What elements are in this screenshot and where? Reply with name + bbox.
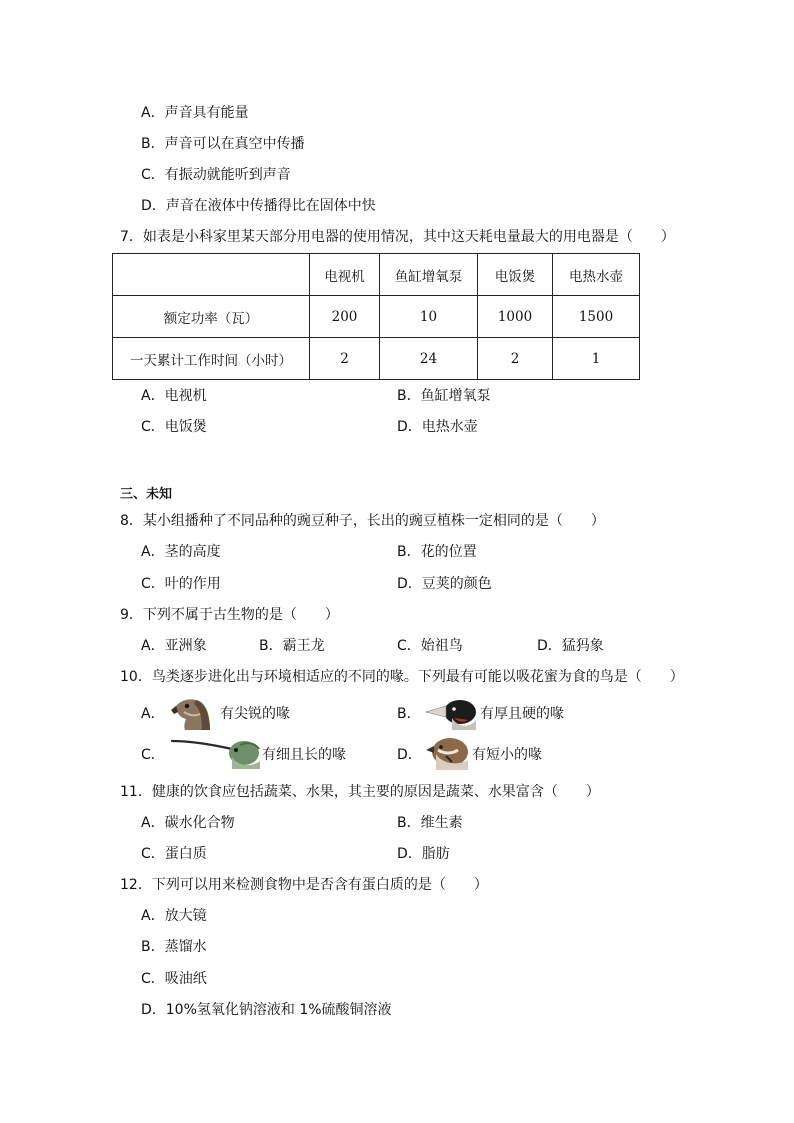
q6-option-b: B．声音可以在真空中传播 — [141, 136, 305, 152]
section-title: 三、未知 — [120, 487, 173, 502]
q10-option-d-text: 有短小的喙 — [472, 747, 542, 763]
table-cell: 2 — [478, 338, 553, 380]
row-label: 一天累计工作时间（小时） — [113, 338, 310, 380]
q6-option-c: C．有振动就能听到声音 — [141, 167, 291, 183]
q9-option-c: C．始祖鸟 — [397, 638, 463, 654]
q11-option-d: D．脂肪 — [397, 846, 450, 862]
q10-option-c-letter: C． — [141, 747, 165, 763]
q11-option-c: C．蛋白质 — [141, 846, 207, 862]
appliance-usage-table — [112, 253, 640, 380]
hummingbird-head-icon — [170, 735, 262, 769]
q9-option-d: D．猛犸象 — [537, 638, 604, 654]
q9-option-b: B．霸王龙 — [259, 638, 325, 654]
q12-option-d: D．10%氢氧化钠溶液和 1%硫酸铜溶液 — [141, 1002, 392, 1018]
q9-stem: 9．下列不属于古生物的是（ ） — [120, 607, 339, 623]
q12-option-b: B．蒸馏水 — [141, 939, 207, 955]
q8-option-b: B．花的位置 — [397, 544, 477, 560]
table-header-cell: 电热水壶 — [553, 254, 640, 296]
q10-option-b-text: 有厚且硬的喙 — [480, 706, 564, 722]
q12-option-c: C．吸油纸 — [141, 971, 207, 987]
q6-option-d: D．声音在液体中传播得比在固体中快 — [141, 198, 376, 214]
q8-option-d: D．豆荚的颜色 — [397, 576, 492, 592]
hawk-head-icon — [170, 694, 218, 730]
q10-option-a-text: 有尖锐的喙 — [220, 706, 290, 722]
q12-stem: 12．下列可以用来检测食物中是否含有蛋白质的是（ ） — [120, 877, 488, 893]
sparrow-head-icon — [422, 736, 472, 770]
q8-option-c: C．叶的作用 — [141, 576, 221, 592]
q10-option-a-letter: A． — [141, 706, 165, 722]
table-cell: 200 — [310, 296, 380, 338]
table-cell: 1 — [553, 338, 640, 380]
q6-option-a: A．声音具有能量 — [141, 105, 249, 121]
q8-stem: 8．某小组播种了不同品种的豌豆种子，长出的豌豆植株一定相同的是（ ） — [120, 513, 605, 529]
q7-option-a: A．电视机 — [141, 388, 207, 404]
table-row — [113, 338, 640, 380]
table-cell: 1000 — [478, 296, 553, 338]
table-header-cell: 鱼缸增氧泵 — [380, 254, 478, 296]
table-header-cell — [113, 254, 310, 296]
q11-option-b: B．维生素 — [397, 815, 463, 831]
q8-option-a: A．茎的高度 — [141, 544, 221, 560]
table-row — [113, 296, 640, 338]
q9-option-a: A．亚洲象 — [141, 638, 207, 654]
q7-option-c: C．电饭煲 — [141, 419, 207, 435]
q7-stem: 7．如表是小科家里某天部分用电器的使用情况，其中这天耗电量最大的用电器是（ ） — [120, 229, 675, 245]
q10-option-c-text: 有细且长的喙 — [262, 747, 346, 763]
grosbeak-head-icon — [422, 698, 478, 730]
q10-option-b-letter: B． — [397, 706, 421, 722]
table-header-cell: 电视机 — [310, 254, 380, 296]
table-cell: 2 — [310, 338, 380, 380]
q11-stem: 11．健康的饮食应包括蔬菜、水果，其主要的原因是蔬菜、水果富含（ ） — [120, 784, 600, 800]
q10-stem: 10．鸟类逐步进化出与环境相适应的不同的喙。下列最有可能以吸花蜜为食的鸟是（ ） — [120, 669, 684, 685]
table-cell: 10 — [380, 296, 478, 338]
q7-option-b: B．鱼缸增氧泵 — [397, 388, 491, 404]
q12-option-a: A．放大镜 — [141, 908, 207, 924]
row-label: 额定功率（瓦） — [113, 296, 310, 338]
q7-option-d: D．电热水壶 — [397, 419, 478, 435]
table-cell: 1500 — [553, 296, 640, 338]
q11-option-a: A．碳水化合物 — [141, 815, 235, 831]
table-header-cell: 电饭煲 — [478, 254, 553, 296]
table-header-row — [113, 254, 640, 296]
table-cell: 24 — [380, 338, 478, 380]
q10-option-d-letter: D． — [397, 747, 422, 763]
